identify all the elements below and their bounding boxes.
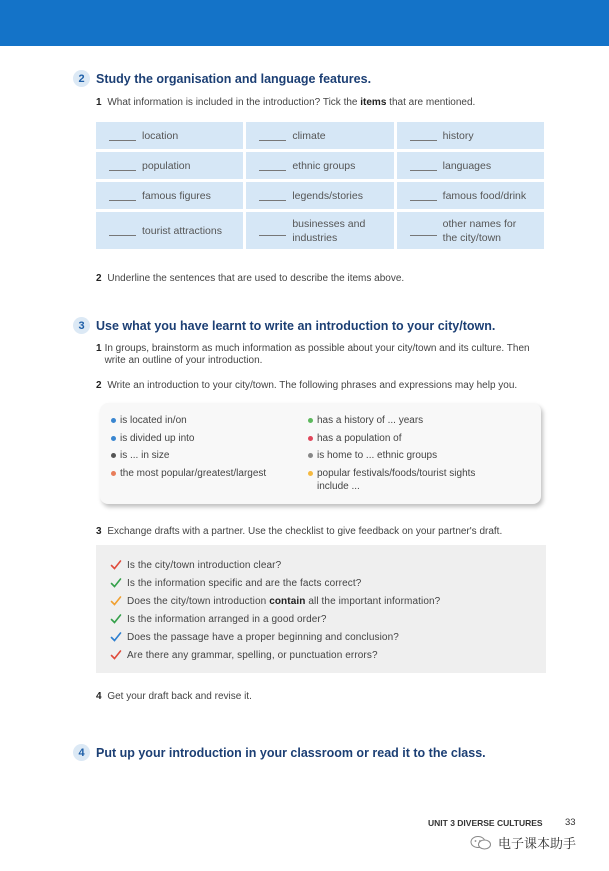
phrase-text: has a population of [317, 433, 402, 444]
item-cell[interactable] [395, 181, 545, 211]
item-cell[interactable] [395, 151, 545, 181]
item-cell[interactable] [245, 181, 395, 211]
checklist-text: Is the city/town introduction clear? [127, 559, 282, 571]
tick-blank[interactable] [109, 191, 136, 201]
page-number: 33 [565, 817, 576, 828]
instruction-2-1 [96, 97, 546, 109]
phrase-text: is divided up into [120, 433, 195, 444]
item-cell[interactable] [95, 121, 245, 151]
item-label: businesses and industries [292, 217, 366, 244]
checklist-box [96, 545, 546, 673]
phrase-item [308, 467, 508, 493]
unit-label: UNIT 3 DIVERSE CULTURES [428, 818, 543, 828]
bullet-dot-icon [308, 471, 313, 476]
question-number: 3 [96, 526, 102, 537]
question-text: Write an introduction to your city/town. The following phrases and expressions may help you. [107, 380, 518, 391]
bullet-dot-icon [308, 453, 313, 458]
question-bold-word: items [360, 97, 387, 108]
question-text: In groups, brainstorm as much information as possible about your city/town and its culture. Then write an outline of your introduction. [104, 343, 530, 366]
question-text: Get your draft back and revise it. [107, 691, 252, 702]
question-number: 4 [96, 691, 102, 702]
checkmark-icon [110, 649, 122, 661]
instruction-3-2 [96, 380, 546, 392]
item-cell[interactable] [245, 121, 395, 151]
item-label: ethnic groups [292, 159, 356, 172]
phrase-text: the most popular/greatest/largest [120, 468, 267, 479]
section-3-heading [73, 317, 495, 334]
checkmark-icon [110, 577, 122, 589]
item-label: other names for the city/town [442, 217, 517, 244]
item-label: famous food/drink [442, 189, 527, 202]
question-number: 2 [96, 380, 102, 391]
phrase-item [111, 467, 266, 480]
item-cell[interactable] [245, 211, 395, 251]
phrase-text: is ... in size [120, 450, 170, 461]
section-title: Put up your introduction in your classroom or read it to the class. [96, 745, 486, 760]
phrase-item [308, 449, 437, 462]
tick-blank[interactable] [109, 131, 136, 141]
tick-blank[interactable] [410, 131, 437, 141]
checklist-item [110, 649, 378, 661]
instruction-3-1 [96, 343, 546, 367]
section-number: 3 [73, 317, 90, 334]
checkmark-icon [110, 613, 122, 625]
section-2-heading [73, 70, 371, 87]
checkmark-icon [110, 595, 122, 607]
checklist-text: Is the information arranged in a good order? [127, 613, 327, 625]
item-cell[interactable] [395, 211, 545, 251]
tick-blank[interactable] [410, 226, 437, 236]
phrase-item [308, 432, 402, 445]
header-bar [0, 0, 609, 46]
phrase-text: has a history of ... years [317, 415, 424, 426]
item-label: languages [442, 159, 492, 172]
bullet-dot-icon [308, 418, 313, 423]
question-number: 1 [96, 97, 102, 108]
question-text-end: that are mentioned. [386, 97, 476, 108]
tick-blank[interactable] [259, 191, 286, 201]
phrase-text: popular festivals/foods/tourist sights include ... [317, 468, 476, 492]
phrase-item [111, 449, 169, 462]
question-text: Underline the sentences that are used to describe the items above. [107, 273, 405, 284]
question-text: What information is included in the introduction? Tick the [107, 97, 361, 108]
checkmark-icon [110, 631, 122, 643]
watermark [470, 833, 576, 852]
checklist-text: Is the information specific and are the facts correct? [127, 577, 362, 589]
tick-blank[interactable] [259, 161, 286, 171]
checklist-item [110, 577, 361, 589]
items-table [93, 119, 547, 252]
phrase-item [111, 414, 187, 427]
watermark-text: 电子课本助手 [498, 836, 577, 851]
bullet-dot-icon [111, 453, 116, 458]
checklist-text: Does the passage have a proper beginning and conclusion? [127, 631, 399, 643]
question-text: Exchange drafts with a partner. Use the checklist to give feedback on your partner's draft. [107, 526, 503, 537]
section-4-heading [73, 744, 486, 761]
instruction-3-3 [96, 526, 546, 538]
bullet-dot-icon [111, 436, 116, 441]
section-number: 4 [73, 744, 90, 761]
phrase-text: is located in/on [120, 415, 187, 426]
checkmark-icon [110, 559, 122, 571]
checklist-text-end: all the important information? [308, 595, 441, 607]
item-cell[interactable] [95, 181, 245, 211]
tick-blank[interactable] [410, 191, 437, 201]
checklist-text: Does the city/town introduction [127, 595, 267, 607]
tick-blank[interactable] [410, 161, 437, 171]
question-number: 2 [96, 273, 102, 284]
phrase-item [111, 432, 195, 445]
instruction-3-4 [96, 691, 546, 703]
phrases-box [100, 403, 541, 504]
item-cell[interactable] [95, 151, 245, 181]
question-number: 1 [96, 343, 102, 354]
instruction-2-2 [96, 273, 546, 285]
phrase-item [308, 414, 423, 427]
item-cell[interactable] [95, 211, 245, 251]
item-cell[interactable] [395, 121, 545, 151]
item-label: history [442, 129, 474, 142]
checklist-bold-word: contain [269, 595, 306, 607]
section-title: Use what you have learnt to write an introduction to your city/town. [96, 318, 496, 333]
bullet-dot-icon [308, 436, 313, 441]
section-number: 2 [73, 70, 90, 87]
tick-blank[interactable] [109, 161, 136, 171]
checklist-item [110, 613, 327, 625]
checklist-item [110, 559, 281, 571]
tick-blank[interactable] [109, 226, 136, 236]
section-title: Study the organisation and language features. [96, 71, 372, 86]
tick-blank[interactable] [259, 226, 286, 236]
item-cell[interactable] [245, 151, 395, 181]
phrase-text: is home to ... ethnic groups [317, 450, 438, 461]
item-label: population [142, 159, 191, 172]
checklist-text: Are there any grammar, spelling, or punctuation errors? [127, 649, 378, 661]
item-label: climate [292, 129, 326, 142]
item-label: famous figures [142, 189, 211, 202]
wechat-icon [470, 836, 492, 850]
item-label: tourist attractions [142, 224, 222, 237]
item-label: location [142, 129, 179, 142]
bullet-dot-icon [111, 471, 116, 476]
checklist-item [110, 631, 399, 643]
bullet-dot-icon [111, 418, 116, 423]
item-label: legends/stories [292, 189, 363, 202]
checklist-item [110, 595, 440, 607]
tick-blank[interactable] [259, 131, 286, 141]
